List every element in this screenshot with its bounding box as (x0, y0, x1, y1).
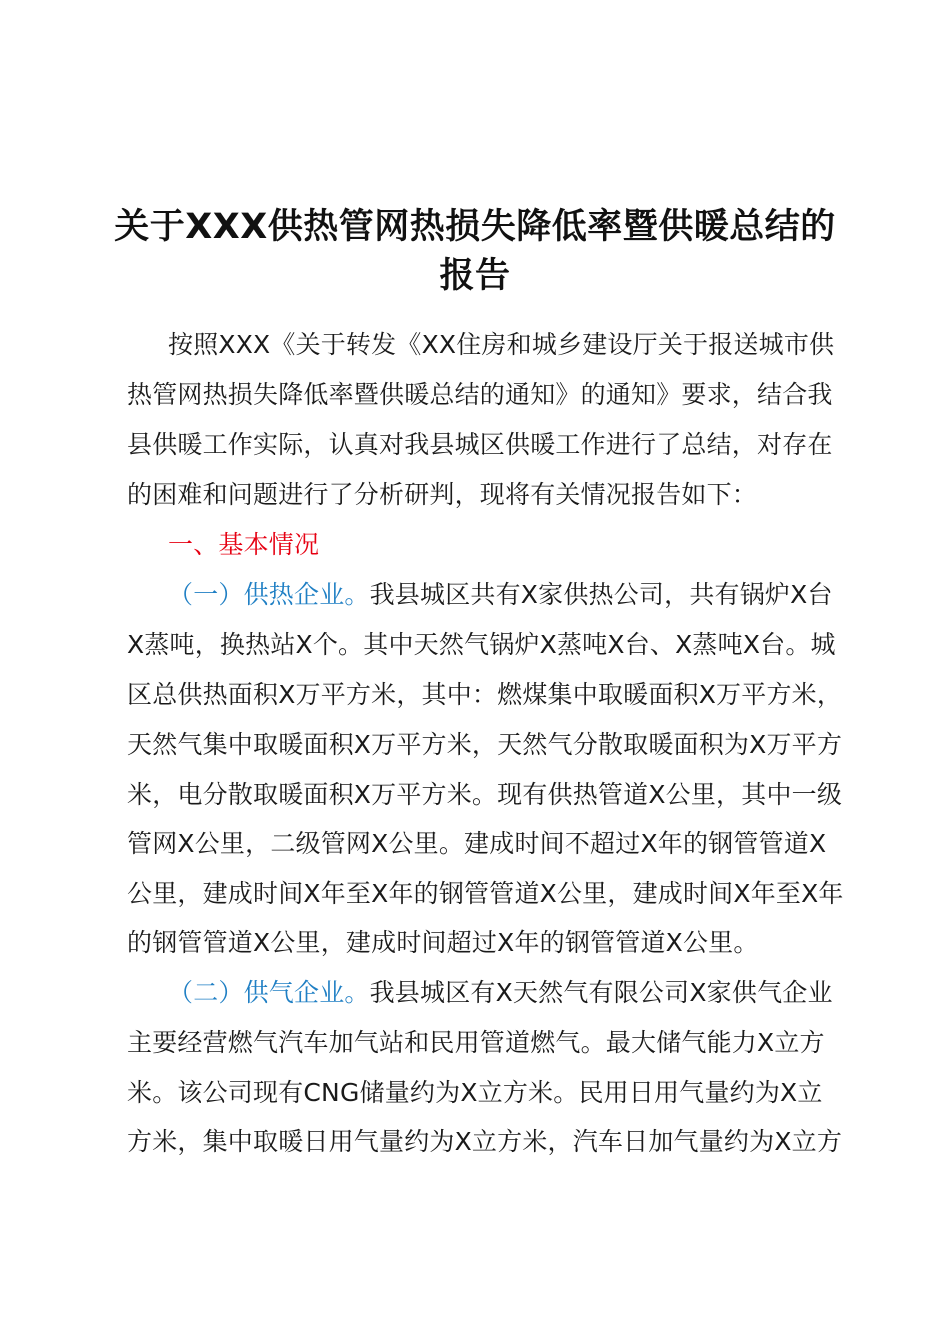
paragraph-line: 主要经营燃气汽车加气站和民用管道燃气。最大储气能力X立方 (127, 1028, 825, 1057)
paragraph-line: 区总供热面积X万平方米，其中：燃煤集中取暖面积X万平方米， (127, 680, 843, 709)
intro-line: 热管网热损失降低率暨供暖总结的通知》的通知》要求，结合我 (127, 380, 833, 409)
paragraph-line: X蒸吨，换热站X个。其中天然气锅炉X蒸吨X台、X蒸吨X台。城 (127, 630, 836, 659)
paragraph-line: 米。该公司现有CNG储量约为X立方米。民用日用气量约为X立 (127, 1078, 823, 1107)
paragraph-line: 米，电分散取暖面积X万平方米。现有供热管道X公里，其中一级 (127, 780, 843, 809)
subsection-heiting-line (168, 577, 858, 613)
subsection-heading-gas-companies: （二）供气企业。 (168, 978, 370, 1007)
paragraph-line: 公里，建成时间X年至X年的钢管管道X公里，建成时间X年至X年 (127, 879, 844, 908)
paragraph-line: 管网X公里，二级管网X公里。建成时间不超过X年的钢管管道X (127, 829, 827, 858)
document-title-line-2: 报告 (439, 256, 511, 296)
paragraph-text: 我县城区共有X家供热公司，共有锅炉X台 (369, 580, 833, 609)
subsection-gas-line (168, 975, 858, 1011)
paragraph-text: 我县城区有X天然气有限公司X家供气企业 (369, 978, 833, 1007)
subsection-heading-heating-companies: （一）供热企业。 (168, 580, 370, 609)
intro-line: 的困难和问题进行了分析研判，现将有关情况报告如下： (127, 480, 758, 509)
document-title-line-1: 关于XXX供热管网热损失降低率暨供暖总结的 (114, 207, 836, 247)
paragraph-line: 的钢管管道X公里，建成时间超过X年的钢管管道X公里。 (127, 928, 759, 957)
section-heading-basic-situation: 一、基本情况 (168, 530, 320, 559)
paragraph-line: 方米，集中取暖日用气量约为X立方米，汽车日加气量约为X立方 (127, 1127, 843, 1156)
paragraph-line: 天然气集中取暖面积X万平方米，天然气分散取暖面积为X万平方 (127, 730, 843, 759)
intro-line: 县供暖工作实际，认真对我县城区供暖工作进行了总结，对存在 (127, 430, 833, 459)
intro-line: 按照XXX《关于转发《XX住房和城乡建设厅关于报送城市供 (168, 330, 835, 359)
